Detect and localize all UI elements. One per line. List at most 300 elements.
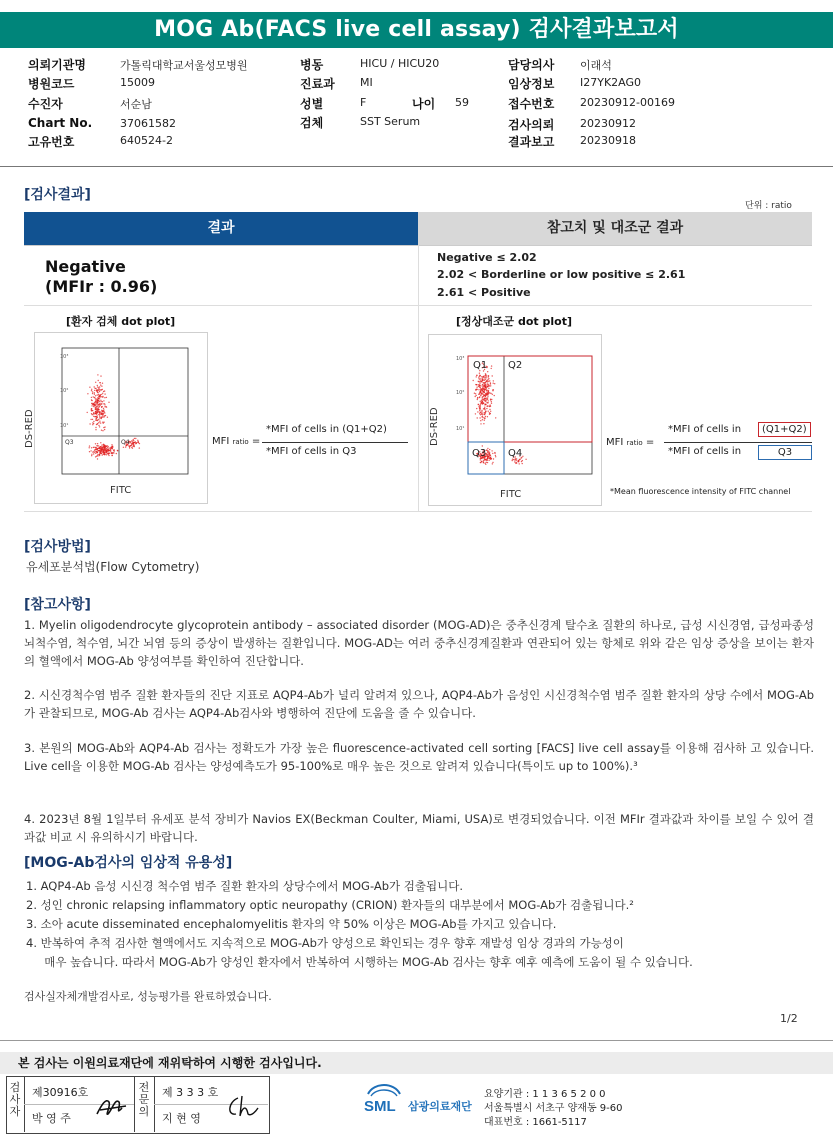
cell-dot bbox=[98, 404, 99, 405]
cell-dot bbox=[94, 390, 95, 391]
cell-dot bbox=[91, 399, 92, 400]
cell-dot bbox=[487, 451, 488, 452]
cell-dot bbox=[103, 411, 104, 412]
cell-dot bbox=[103, 427, 104, 428]
label-request-date: 검사의뢰 bbox=[508, 118, 555, 132]
cell-dot bbox=[117, 450, 118, 451]
cell-dot bbox=[484, 459, 485, 460]
cell-dot bbox=[96, 390, 97, 391]
value-doctor: 이래석 bbox=[580, 59, 612, 72]
cell-dot bbox=[475, 413, 476, 414]
cell-dot bbox=[480, 380, 481, 381]
cell-dot bbox=[97, 392, 98, 393]
cell-dot bbox=[92, 393, 93, 394]
cell-dot bbox=[95, 395, 96, 396]
cell-dot bbox=[97, 374, 98, 375]
cell-dot bbox=[101, 444, 102, 445]
cell-dot bbox=[479, 411, 480, 412]
cell-dot bbox=[479, 378, 480, 379]
unit-label: 단위 : ratio bbox=[745, 201, 792, 211]
cell-dot bbox=[484, 395, 485, 396]
cell-dot bbox=[513, 459, 514, 460]
cell-dot bbox=[104, 416, 105, 417]
method-text: 유세포분석법(Flow Cytometry) bbox=[26, 560, 200, 574]
cell-dot bbox=[133, 443, 134, 444]
cell-dot bbox=[92, 391, 93, 392]
cell-dot bbox=[89, 451, 90, 452]
cell-dot bbox=[490, 393, 491, 394]
cell-dot bbox=[483, 423, 484, 424]
signer2-id: 제 3 3 3 호 bbox=[162, 1086, 219, 1099]
cell-dot bbox=[101, 406, 102, 407]
cell-dot bbox=[490, 457, 491, 458]
note-paragraph-1: 1. Myelin oligodendrocyte glycoprotein antibody – associated disorder (MOG-AD)은 중추신경계 탈수초 질환의 하나로, 급성 시신경염, 급성파종성 뇌척수염, 척수염, 뇌간 뇌염 등의 증상이 발생하는 질환입니다. MOG-AD는 여러 중추신경계질환과 연관되어 있는 항체로 위와 같은 임상 증상을 보이는 환자의 혈액에서 MOG-Ab 양성여부를 확인하여 진단합니다. bbox=[24, 618, 814, 668]
label-clinical-info: 임상정보 bbox=[508, 77, 555, 91]
cell-dot bbox=[480, 401, 481, 402]
cell-dot bbox=[95, 398, 96, 399]
cell-dot bbox=[479, 405, 480, 406]
cell-dot bbox=[104, 412, 105, 413]
cell-dot bbox=[491, 399, 492, 400]
cell-dot bbox=[487, 454, 488, 455]
utility-heading: [MOG-Ab검사의 임상적 유용성] bbox=[24, 855, 233, 871]
cell-dot bbox=[488, 392, 489, 393]
value-clinical-info: I27YK2AG0 bbox=[580, 76, 642, 89]
cell-dot bbox=[96, 413, 97, 414]
note-paragraph-4: 4. 2023년 8월 1일부터 유세포 분석 장비가 Navios EX(Beckman Coulter, Miami, USA)로 변경되었습니다. 이전 MFIr 결과값과 차이를 보일 수 있어 결과값 비교 시 유의하시기 바랍니다. bbox=[24, 812, 814, 844]
mfi-formula-label-right bbox=[606, 437, 654, 448]
cell-dot bbox=[483, 383, 484, 384]
cell-dot bbox=[487, 396, 488, 397]
cell-dot bbox=[494, 453, 495, 454]
value-hospital-code: 15009 bbox=[120, 76, 155, 89]
cell-dot bbox=[491, 365, 492, 366]
cell-dot bbox=[479, 373, 480, 374]
control-xlabel: FITC bbox=[500, 489, 522, 500]
cell-dot bbox=[104, 397, 105, 398]
cell-dot bbox=[485, 400, 486, 401]
cell-dot bbox=[483, 408, 484, 409]
control-dot-plot bbox=[428, 334, 602, 506]
cell-dot bbox=[95, 427, 96, 428]
cell-dot bbox=[495, 455, 496, 456]
patient-q3-label: Q3 bbox=[65, 439, 74, 446]
cell-dot bbox=[488, 451, 489, 452]
cell-dot bbox=[100, 442, 101, 443]
cell-dot bbox=[481, 411, 482, 412]
cell-dot bbox=[90, 450, 91, 451]
cell-dot bbox=[476, 408, 477, 409]
value-sex: F bbox=[360, 96, 367, 109]
cell-dot bbox=[92, 419, 93, 420]
cell-dot bbox=[478, 404, 479, 405]
cell-dot bbox=[482, 390, 483, 391]
mfi-eq-right: = bbox=[645, 437, 655, 448]
cell-dot bbox=[102, 396, 103, 397]
cell-dot bbox=[482, 377, 483, 378]
cell-dot bbox=[479, 376, 480, 377]
result-mfir: (MFIr : 0.96) bbox=[45, 277, 158, 296]
cell-dot bbox=[478, 389, 479, 390]
cell-dot bbox=[493, 458, 494, 459]
mfi-denominator-right: *MFI of cells in bbox=[668, 446, 742, 457]
cell-dot bbox=[489, 449, 490, 450]
cell-dot bbox=[103, 452, 104, 453]
cell-dot bbox=[484, 414, 485, 415]
cell-dot bbox=[91, 447, 92, 448]
mfi-sub-right: ratio bbox=[626, 439, 643, 447]
sig-divider-2 bbox=[134, 1076, 135, 1132]
footer-divider bbox=[0, 1040, 833, 1041]
cell-dot bbox=[484, 418, 485, 419]
cell-dot bbox=[97, 397, 98, 398]
cell-dot bbox=[100, 446, 101, 447]
patient-tick-y3: 10¹ bbox=[60, 423, 69, 429]
cell-dot bbox=[477, 389, 478, 390]
mfi-fraction-bar-right bbox=[664, 442, 812, 443]
cell-dot bbox=[91, 389, 92, 390]
cell-dot bbox=[475, 396, 476, 397]
value-chart-no: 37061582 bbox=[120, 117, 176, 130]
mfi-label-right: MFI bbox=[606, 437, 624, 448]
cell-dot bbox=[482, 416, 483, 417]
cell-dot bbox=[96, 404, 97, 405]
label-department: 진료과 bbox=[300, 77, 335, 91]
cell-dot bbox=[96, 406, 97, 407]
cell-dot bbox=[475, 393, 476, 394]
cell-dot bbox=[487, 384, 488, 385]
cell-dot bbox=[92, 404, 93, 405]
cell-dot bbox=[490, 383, 491, 384]
cell-dot bbox=[136, 443, 137, 444]
cell-dot bbox=[482, 419, 483, 420]
cell-dot bbox=[97, 420, 98, 421]
cell-dot bbox=[488, 454, 489, 455]
cell-dot bbox=[491, 401, 492, 402]
cell-dot bbox=[485, 393, 486, 394]
label-unique-no: 고유번호 bbox=[28, 135, 75, 149]
cell-dot bbox=[484, 388, 485, 389]
cell-dot bbox=[492, 453, 493, 454]
cell-dot bbox=[95, 400, 96, 401]
cell-dot bbox=[481, 388, 482, 389]
cell-dot bbox=[97, 400, 98, 401]
cell-dot bbox=[107, 417, 108, 418]
cell-dot bbox=[97, 411, 98, 412]
cell-dot bbox=[487, 462, 488, 463]
table-bottom-divider bbox=[24, 511, 812, 512]
cell-dot bbox=[482, 397, 483, 398]
cell-dot bbox=[95, 429, 96, 430]
cell-dot bbox=[100, 418, 101, 419]
cell-dot bbox=[130, 441, 131, 442]
cell-dot bbox=[476, 387, 477, 388]
cell-dot bbox=[103, 413, 104, 414]
mfi-footnote: *Mean fluorescence intensity of FITC channel bbox=[610, 487, 791, 496]
cell-dot bbox=[487, 386, 488, 387]
cell-dot bbox=[480, 420, 481, 421]
result-heading: [검사결과] bbox=[24, 187, 91, 203]
label-requesting-institution: 의뢰기관명 bbox=[28, 58, 86, 72]
cell-dot bbox=[488, 388, 489, 389]
cell-dot bbox=[97, 443, 98, 444]
cell-dot bbox=[483, 462, 484, 463]
cell-dot bbox=[482, 379, 483, 380]
cell-dot bbox=[96, 411, 97, 412]
cell-dot bbox=[98, 387, 99, 388]
cell-dot bbox=[97, 450, 98, 451]
cell-dot bbox=[482, 398, 483, 399]
cell-dot bbox=[95, 409, 96, 410]
cell-dot bbox=[101, 394, 102, 395]
cell-dot bbox=[492, 375, 493, 376]
cell-dot bbox=[518, 461, 519, 462]
cell-dot bbox=[485, 396, 486, 397]
cell-dot bbox=[490, 385, 491, 386]
cell-dot bbox=[488, 411, 489, 412]
cell-dot bbox=[483, 396, 484, 397]
cell-dot bbox=[91, 405, 92, 406]
cell-dot bbox=[478, 377, 479, 378]
cell-dot bbox=[483, 402, 484, 403]
mfi-numerator-right-box: (Q1+Q2) bbox=[758, 422, 811, 437]
mfi-denominator-left: *MFI of cells in Q3 bbox=[266, 446, 357, 457]
cell-dot bbox=[98, 406, 99, 407]
label-hospital-code: 병원코드 bbox=[28, 77, 75, 91]
cell-dot bbox=[476, 384, 477, 385]
cell-dot bbox=[98, 422, 99, 423]
cell-dot bbox=[95, 451, 96, 452]
cell-dot bbox=[96, 418, 97, 419]
cell-dot bbox=[475, 389, 476, 390]
cell-dot bbox=[491, 368, 492, 369]
cell-dot bbox=[487, 402, 488, 403]
label-sex: 성별 bbox=[300, 97, 324, 111]
label-report-date: 결과보고 bbox=[508, 135, 555, 149]
cell-dot bbox=[95, 404, 96, 405]
cell-dot bbox=[108, 455, 109, 456]
cell-dot bbox=[134, 438, 135, 439]
cell-dot bbox=[479, 382, 480, 383]
control-q1-label: Q1 bbox=[473, 360, 488, 371]
cell-dot bbox=[486, 462, 487, 463]
cell-dot bbox=[98, 414, 99, 415]
cell-dot bbox=[481, 402, 482, 403]
cell-dot bbox=[99, 450, 100, 451]
cell-dot bbox=[487, 416, 488, 417]
cell-dot bbox=[111, 453, 112, 454]
cell-dot bbox=[103, 444, 104, 445]
cell-dot bbox=[103, 391, 104, 392]
cell-dot bbox=[485, 375, 486, 376]
note-paragraph-3: 3. 본원의 MOG-Ab와 AQP4-Ab 검사는 정확도가 가장 높은 fluorescence-activated cell sorting [FACS] live cell assay를 이용해 검사하 고 있습니다. Live cell을 이용한 MOG-Ab 검사는 양성예측도가 95-100%로 매우 높은 것으로 알려져 있습니다(특이도 up to 100%).³ bbox=[24, 741, 814, 773]
cell-dot bbox=[100, 400, 101, 401]
cell-dot bbox=[484, 379, 485, 380]
cell-dot bbox=[484, 400, 485, 401]
value-ward: HICU / HICU20 bbox=[360, 57, 440, 70]
cell-dot bbox=[489, 414, 490, 415]
cell-dot bbox=[94, 402, 95, 403]
cell-dot bbox=[100, 422, 101, 423]
cell-dot bbox=[489, 409, 490, 410]
patient-tick-y1: 10³ bbox=[60, 354, 69, 360]
cell-dot bbox=[87, 393, 88, 394]
cell-dot bbox=[485, 464, 486, 465]
cell-dot bbox=[484, 407, 485, 408]
cell-dot bbox=[486, 381, 487, 382]
cell-dot bbox=[104, 406, 105, 407]
cell-dot bbox=[137, 440, 138, 441]
cell-dot bbox=[95, 403, 96, 404]
cell-dot bbox=[95, 382, 96, 383]
cell-dot bbox=[99, 426, 100, 427]
cell-dot bbox=[488, 376, 489, 377]
cell-dot bbox=[109, 447, 110, 448]
mfi-numerator-right: *MFI of cells in bbox=[668, 424, 742, 435]
patient-q4-label: Q4 bbox=[121, 439, 130, 446]
cell-dot bbox=[485, 373, 486, 374]
cell-dot bbox=[487, 448, 488, 449]
cell-dot bbox=[492, 463, 493, 464]
cell-dot bbox=[488, 405, 489, 406]
cell-dot bbox=[108, 452, 109, 453]
cell-dot bbox=[485, 382, 486, 383]
cell-dot bbox=[473, 380, 474, 381]
cell-dot bbox=[99, 455, 100, 456]
cell-dot bbox=[100, 382, 101, 383]
label-patient: 수진자 bbox=[28, 97, 63, 111]
cell-dot bbox=[519, 459, 520, 460]
cell-dot bbox=[480, 462, 481, 463]
report-title: MOG Ab(FACS live cell assay) 검사결과보고서 bbox=[0, 12, 833, 48]
cell-dot bbox=[491, 403, 492, 404]
cell-dot bbox=[101, 449, 102, 450]
cell-dot bbox=[93, 416, 94, 417]
signature-1 bbox=[94, 1092, 130, 1122]
cell-dot bbox=[101, 452, 102, 453]
lab-phone: 대표번호 : 1661-5117 bbox=[484, 1117, 587, 1128]
cell-dot bbox=[515, 463, 516, 464]
cell-dot bbox=[477, 398, 478, 399]
footer-notice: 본 검사는 이원의료재단에 재위탁하여 시행한 검사입니다. bbox=[0, 1052, 833, 1074]
cell-dot bbox=[485, 379, 486, 380]
lab-code: 요양기관 : 1 1 3 6 5 2 0 0 bbox=[484, 1089, 606, 1100]
label-receipt-no: 접수번호 bbox=[508, 97, 555, 111]
cell-dot bbox=[487, 405, 488, 406]
cell-dot bbox=[106, 406, 107, 407]
control-tick-y1: 10³ bbox=[456, 356, 465, 362]
control-plot-title: [정상대조군 dot plot] bbox=[456, 315, 572, 328]
patient-ylabel: DS-RED bbox=[24, 409, 35, 448]
table-vertical-divider bbox=[418, 245, 419, 511]
cell-dot bbox=[95, 443, 96, 444]
cell-dot bbox=[99, 452, 100, 453]
cell-dot bbox=[480, 404, 481, 405]
cell-dot bbox=[487, 382, 488, 383]
cell-dot bbox=[94, 413, 95, 414]
cell-dot bbox=[485, 411, 486, 412]
cell-dot bbox=[487, 456, 488, 457]
cell-dot bbox=[103, 446, 104, 447]
cell-dot bbox=[487, 394, 488, 395]
cell-dot bbox=[139, 443, 140, 444]
cell-dot bbox=[516, 460, 517, 461]
cell-dot bbox=[484, 398, 485, 399]
cell-dot bbox=[492, 394, 493, 395]
cell-dot bbox=[492, 389, 493, 390]
page-number: 1/2 bbox=[780, 1012, 798, 1025]
cell-dot bbox=[91, 397, 92, 398]
cell-dot bbox=[108, 402, 109, 403]
cell-dot bbox=[95, 449, 96, 450]
cell-dot bbox=[104, 453, 105, 454]
closing-statement: 검사실자체개발검사로, 성능평가를 완료하였습니다. bbox=[24, 990, 272, 1003]
control-tick-y3: 10¹ bbox=[456, 426, 465, 432]
cell-dot bbox=[480, 385, 481, 386]
result-value: Negative bbox=[45, 257, 126, 276]
cell-dot bbox=[99, 417, 100, 418]
cell-dot bbox=[94, 386, 95, 387]
cell-dot bbox=[105, 448, 106, 449]
cell-dot bbox=[93, 396, 94, 397]
cell-dot bbox=[90, 419, 91, 420]
cell-dot bbox=[89, 387, 90, 388]
cell-dot bbox=[89, 423, 90, 424]
cell-dot bbox=[98, 380, 99, 381]
cell-dot bbox=[480, 423, 481, 424]
cell-dot bbox=[492, 462, 493, 463]
cell-dot bbox=[131, 443, 132, 444]
cell-dot bbox=[491, 458, 492, 459]
cell-dot bbox=[105, 451, 106, 452]
cell-dot bbox=[116, 453, 117, 454]
patient-dot-plot bbox=[34, 332, 208, 504]
cell-dot bbox=[477, 411, 478, 412]
cell-dot bbox=[139, 447, 140, 448]
cell-dot bbox=[525, 459, 526, 460]
cell-dot bbox=[100, 389, 101, 390]
cell-dot bbox=[478, 393, 479, 394]
cell-dot bbox=[99, 391, 100, 392]
cell-dot bbox=[102, 430, 103, 431]
cell-dot bbox=[101, 430, 102, 431]
cell-dot bbox=[514, 461, 515, 462]
cell-dot bbox=[92, 422, 93, 423]
cell-dot bbox=[481, 393, 482, 394]
cell-dot bbox=[91, 454, 92, 455]
patient-plot-axes bbox=[62, 348, 188, 474]
cell-dot bbox=[102, 422, 103, 423]
cell-dot bbox=[101, 389, 102, 390]
cell-dot bbox=[522, 456, 523, 457]
cell-dot bbox=[99, 413, 100, 414]
cell-dot bbox=[521, 461, 522, 462]
cell-dot bbox=[485, 377, 486, 378]
cell-dot bbox=[487, 371, 488, 372]
cell-dot bbox=[91, 413, 92, 414]
cell-dot bbox=[482, 384, 483, 385]
cell-dot bbox=[94, 447, 95, 448]
cell-dot bbox=[101, 416, 102, 417]
cell-dot bbox=[479, 392, 480, 393]
cell-dot bbox=[97, 445, 98, 446]
cell-dot bbox=[479, 386, 480, 387]
cell-dot bbox=[486, 408, 487, 409]
cell-dot bbox=[102, 410, 103, 411]
cell-dot bbox=[95, 453, 96, 454]
lab-address: 서울특별시 서초구 양재동 9-60 bbox=[484, 1103, 623, 1114]
signature-2 bbox=[224, 1092, 262, 1122]
